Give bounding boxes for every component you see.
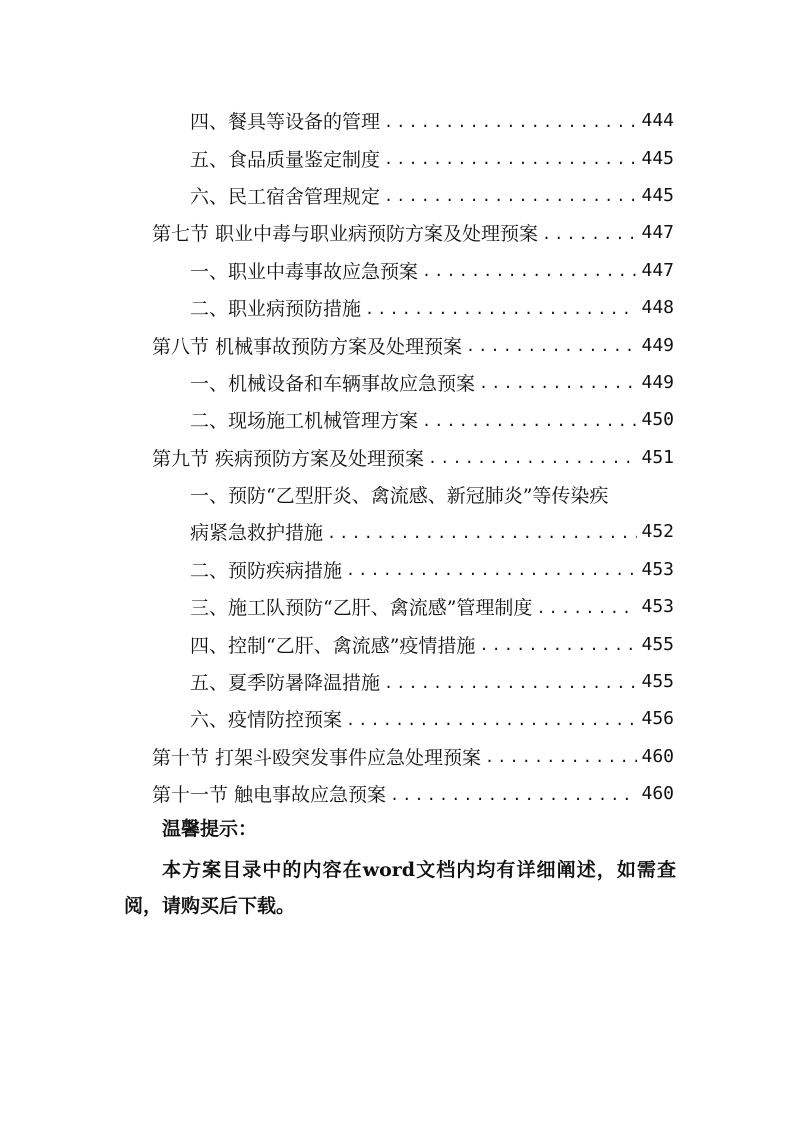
toc-entry[interactable] (0, 326, 793, 363)
toc-page-number: 449 (641, 371, 674, 393)
toc-entry-title: 一、机械设备和车辆事故应急预案 (190, 372, 476, 395)
toc-entry-title: 二、现场施工机械管理方案 (190, 410, 419, 433)
toc-entry[interactable] (0, 439, 793, 476)
toc-entry-title: 六、民工宿舍管理规定 (190, 185, 381, 208)
toc-entry-title: 第八节 机械事故预防方案及处理预案 (152, 335, 463, 358)
toc-dot-leader (384, 674, 637, 692)
toc-page-number: 456 (641, 708, 674, 730)
toc-entry[interactable] (0, 513, 793, 550)
toc-entry[interactable] (0, 663, 793, 700)
toc-dot-leader (365, 300, 637, 318)
toc-page-number: 445 (641, 184, 674, 206)
toc-dot-leader (536, 599, 637, 617)
toc-entry[interactable] (0, 775, 793, 812)
notice-body: 本方案目录中的内容在word文档内均有详细阐述，如需查阅，请购买后下载。 (124, 859, 676, 917)
toc-dot-leader (422, 412, 637, 430)
toc-entry[interactable] (0, 738, 793, 775)
toc-dot-leader (542, 225, 637, 243)
toc-page-number: 453 (641, 596, 674, 618)
toc-entry[interactable] (0, 364, 793, 401)
toc-entry-title: 二、预防疾病措施 (190, 559, 343, 582)
toc-entry-title: 第七节 职业中毒与职业病预防方案及处理预案 (152, 223, 539, 246)
toc-page-number: 448 (641, 297, 674, 319)
toc-entry[interactable] (0, 252, 793, 289)
toc-entry-title: 四、控制“乙肝、禽流感”疫情措施 (190, 634, 476, 657)
toc-entry[interactable] (0, 551, 793, 588)
toc-entry[interactable] (0, 214, 793, 251)
toc-entry-title: 四、餐具等设备的管理 (190, 111, 381, 134)
toc-dot-leader (346, 711, 637, 729)
toc-entry[interactable] (0, 102, 793, 139)
toc-entry[interactable] (0, 177, 793, 214)
toc-page-number: 455 (641, 671, 674, 693)
toc-dot-leader (428, 449, 637, 467)
toc-dot-leader (479, 374, 637, 392)
notice-title: 温馨提示： (162, 818, 258, 840)
toc-dot-leader (485, 748, 637, 766)
toc-page-number: 444 (641, 110, 674, 132)
toc-entry[interactable] (0, 289, 793, 326)
toc-page-number: 447 (641, 222, 674, 244)
toc-entry[interactable] (0, 476, 793, 513)
toc-page-number: 450 (641, 409, 674, 431)
toc-entry-title: 二、职业病预防措施 (190, 298, 362, 321)
toc-entry-title: 第十一节 触电事故应急预案 (152, 784, 387, 807)
toc-page-number: 460 (641, 745, 674, 767)
toc-page-number: 460 (641, 783, 674, 805)
toc-entry[interactable] (0, 700, 793, 737)
toc-page-number: 451 (641, 446, 674, 468)
toc-entry[interactable] (0, 625, 793, 662)
toc-entry[interactable] (0, 588, 793, 625)
toc-dot-leader (346, 561, 637, 579)
table-of-contents (0, 102, 793, 812)
toc-dot-leader (384, 150, 637, 168)
toc-page-number: 453 (641, 558, 674, 580)
toc-dot-leader (479, 636, 637, 654)
toc-page-number: 447 (641, 259, 674, 281)
toc-entry-title: 第九节 疾病预防方案及处理预案 (152, 447, 425, 470)
toc-entry-title: 一、职业中毒事故应急预案 (190, 260, 419, 283)
toc-entry-title: 第十节 打架斗殴突发事件应急处理预案 (152, 746, 482, 769)
toc-page-number: 455 (641, 633, 674, 655)
toc-page-number: 449 (641, 334, 674, 356)
toc-dot-leader (384, 113, 637, 131)
toc-entry-title: 病紧急救护措施 (190, 522, 324, 545)
toc-entry-title: 三、施工队预防“乙肝、禽流感”管理制度 (190, 597, 533, 620)
toc-page-number: 445 (641, 147, 674, 169)
toc-dot-leader (384, 187, 637, 205)
toc-page-number: 452 (641, 521, 674, 543)
toc-dot-leader (390, 786, 637, 804)
toc-entry-title: 五、食品质量鉴定制度 (190, 148, 381, 171)
toc-entry[interactable] (0, 401, 793, 438)
toc-dot-leader (422, 262, 637, 280)
toc-entry-title: 六、疫情防控预案 (190, 709, 343, 732)
toc-dot-leader (466, 337, 637, 355)
toc-entry-title: 五、夏季防暑降温措施 (190, 672, 381, 695)
toc-entry-title: 一、预防“乙型肝炎、禽流感、新冠肺炎”等传染疾 (190, 485, 609, 508)
toc-dot-leader (327, 524, 637, 542)
toc-entry[interactable] (0, 139, 793, 176)
